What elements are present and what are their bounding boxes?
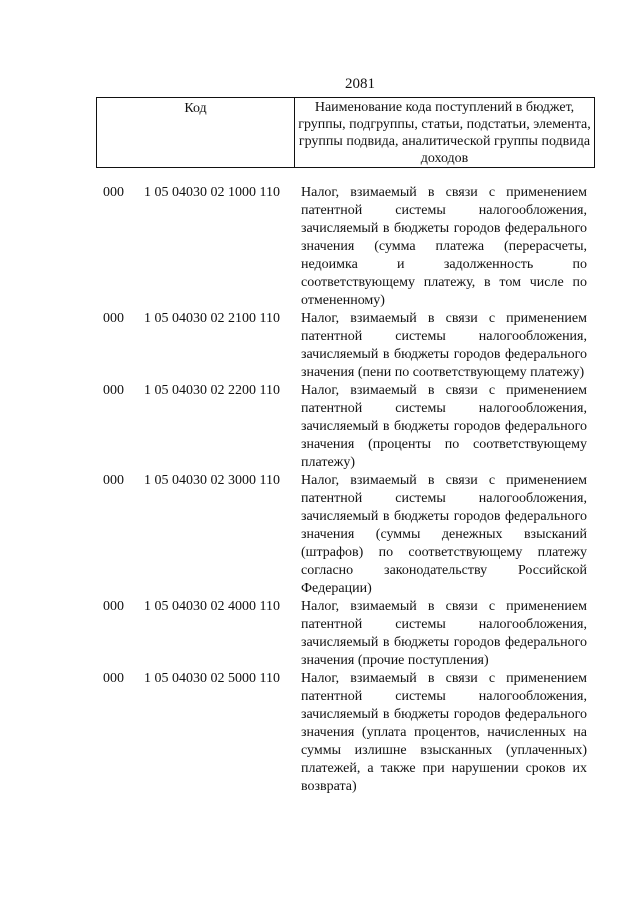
table-row [0,598,640,670]
row-income-name: Налог, взимаемый в связи с применением патентной системы налогообложения, зачисляемый в бюджеты городов федерального значения (прочие поступления) [301,599,587,668]
row-admin-code: 000 [103,185,124,200]
row-admin-code: 000 [103,671,124,686]
row-income-code: 1 05 04030 02 4000 110 [144,599,280,614]
page-number: 2081 [345,76,375,92]
row-admin-code: 000 [103,383,124,398]
table-row [0,310,640,382]
row-income-code: 1 05 04030 02 5000 110 [144,671,280,686]
row-income-name: Налог, взимаемый в связи с применением патентной системы налогообложения, зачисляемый в бюджеты городов федерального значения (сумма платежа (перерасчеты, недоимка и задолженность по соответствующему платежу, в том числе по отмененному) [301,185,587,308]
row-income-name: Налог, взимаемый в связи с применением патентной системы налогообложения, зачисляемый в бюджеты городов федерального значения (пени по соответствующему платежу) [301,311,587,380]
row-income-name: Налог, взимаемый в связи с применением патентной системы налогообложения, зачисляемый в бюджеты городов федерального значения (проценты по соответствующему платежу) [301,383,587,470]
table-row [0,472,640,598]
table-row [0,184,640,310]
row-income-code: 1 05 04030 02 1000 110 [144,185,280,200]
row-admin-code: 000 [103,311,124,326]
row-income-name: Налог, взимаемый в связи с применением патентной системы налогообложения, зачисляемый в бюджеты городов федерального значения (суммы денежных взысканий (штрафов) по соответствующему платежу согласно законодательству Российской Федерации) [301,473,587,596]
row-income-code: 1 05 04030 02 2100 110 [144,311,280,326]
table-row [0,382,640,472]
row-income-code: 1 05 04030 02 2200 110 [144,383,280,398]
table-header [96,97,595,168]
row-admin-code: 000 [103,599,124,614]
row-admin-code: 000 [103,473,124,488]
income-codes-list [0,184,640,796]
row-income-code: 1 05 04030 02 3000 110 [144,473,280,488]
header-name-cell: Наименование кода поступлений в бюджет, группы, подгруппы, статьи, подстатьи, элемента, группы подвида, аналитической группы подвида доходов [298,100,591,166]
row-income-name: Налог, взимаемый в связи с применением патентной системы налогообложения, зачисляемый в бюджеты городов федерального значения (уплата процентов, начисленных на суммы излишне взысканных (уплаченных) платежей, а также при нарушении сроков их возврата) [301,671,587,794]
table-row [0,670,640,796]
header-code-cell: Код [97,98,295,167]
